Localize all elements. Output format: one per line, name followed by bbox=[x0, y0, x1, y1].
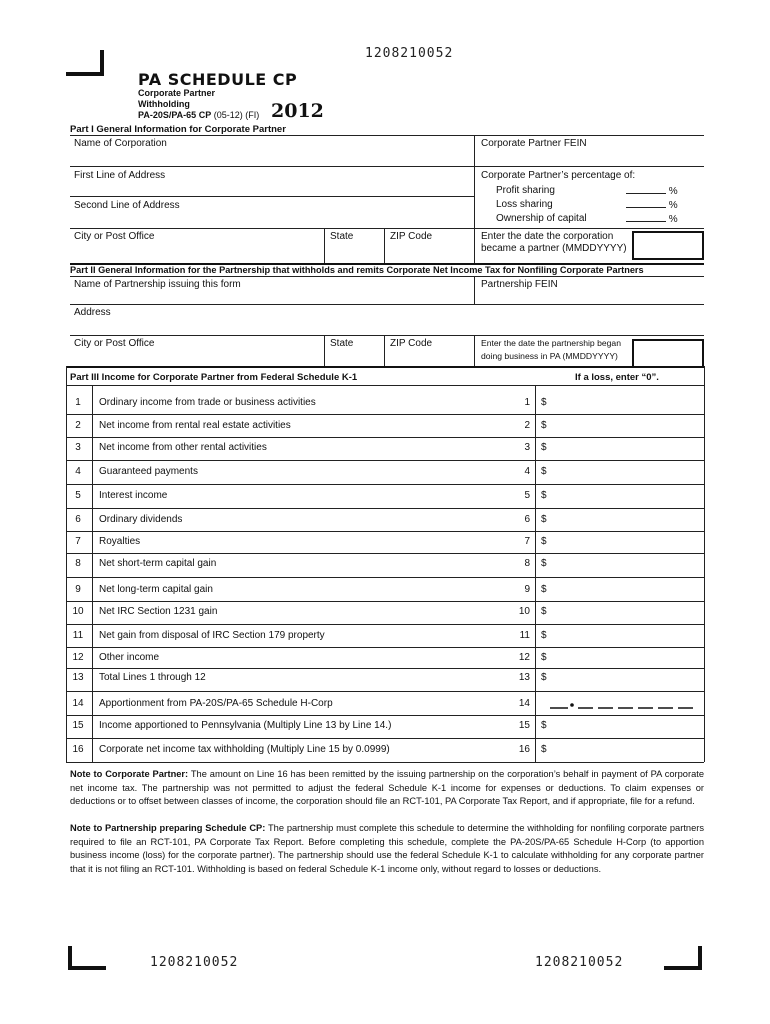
amount-input[interactable]: $ bbox=[541, 490, 547, 501]
amount-input[interactable]: $ bbox=[541, 630, 547, 641]
divider bbox=[70, 166, 704, 167]
line-number-right: 1 bbox=[524, 397, 530, 408]
line-number: 1 bbox=[75, 397, 81, 408]
line-number-right: 12 bbox=[518, 652, 530, 663]
divider bbox=[704, 366, 705, 762]
amount-input[interactable]: $ bbox=[541, 606, 547, 617]
form-year: 2012 bbox=[271, 100, 324, 122]
amount-input[interactable]: $ bbox=[541, 420, 547, 431]
partner-date-label-1: Enter the date the corporation bbox=[481, 231, 614, 242]
part3-heading: Part III Income for Corporate Partner from Federal Schedule K-1 bbox=[70, 372, 358, 383]
line-number-right: 9 bbox=[524, 584, 530, 595]
divider bbox=[66, 366, 704, 368]
line-description: Net long-term capital gain bbox=[99, 584, 213, 595]
line-number: 3 bbox=[75, 442, 81, 453]
divider bbox=[70, 276, 704, 277]
divider bbox=[66, 385, 704, 386]
divider bbox=[384, 335, 385, 367]
line-number-right: 4 bbox=[524, 466, 530, 477]
address-line1-field[interactable]: First Line of Address bbox=[74, 170, 166, 181]
line-description: Net gain from disposal of IRC Section 179 property bbox=[99, 630, 325, 641]
amount-input[interactable]: $ bbox=[541, 584, 547, 595]
loss-sharing-label: Loss sharing bbox=[496, 199, 553, 210]
partnership-city-field[interactable]: City or Post Office bbox=[74, 338, 155, 349]
line-number: 7 bbox=[75, 536, 81, 547]
note1-body: The amount on Line 16 has been remitted by the issuing partnership on the corporation’s behalf in payment of PA corporate net income tax. The partnership was not permitted to adjust the federal Schedule K-1 income for expenses or deductions. To claim expenses or deductions or to offset between classes of income, the corporation should file an RCT-101, PA Corporate Tax Report, and if appropriate, file for a refund. bbox=[70, 769, 704, 807]
line-number: 2 bbox=[75, 420, 81, 431]
line-number-right: 5 bbox=[524, 490, 530, 501]
divider bbox=[66, 531, 704, 532]
city-field[interactable]: City or Post Office bbox=[74, 231, 155, 242]
part1-heading: Part I General Information for Corporate Partner bbox=[70, 124, 286, 135]
amount-input[interactable]: $ bbox=[541, 558, 547, 569]
line-description: Net IRC Section 1231 gain bbox=[99, 606, 218, 617]
address-line2-field[interactable]: Second Line of Address bbox=[74, 200, 180, 211]
line-description: Net income from rental real estate activities bbox=[99, 420, 291, 431]
crop-mark-top-left bbox=[66, 50, 106, 76]
form-subtitle-2: Withholding bbox=[138, 99, 190, 109]
percent-sign: % bbox=[668, 200, 678, 211]
divider bbox=[70, 196, 474, 197]
amount-input[interactable]: $ bbox=[541, 536, 547, 547]
line-number-right: 16 bbox=[518, 744, 530, 755]
note1-heading: Note to Corporate Partner: bbox=[70, 769, 189, 779]
business-date-input[interactable] bbox=[632, 339, 704, 368]
note2-body: The partnership must complete this schedule to determine the withholding for nonfiling corporate partners required to file an RCT-101, PA Corporate Tax Report. Before completing this schedule, complete the PA-20S/PA-65 Schedule H-Corp (to apportion business income (loss) for the corporate partner). The partnership should use the federal Schedule K-1 to calculate withholding for any corporate partner that it is not filing an RCT-101. Withholding is based on federal Schedule K-1 income only, without regard to losses or deductions. bbox=[70, 823, 704, 874]
business-date-label-2: doing business in PA (MMDDYYYY) bbox=[481, 351, 618, 361]
line-number-right: 14 bbox=[518, 698, 530, 709]
corporate-fein-field[interactable]: Corporate Partner FEIN bbox=[481, 138, 587, 149]
partner-date-label-2: became a partner (MMDDYYYY) bbox=[481, 243, 627, 254]
percentage-heading: Corporate Partner’s percentage of: bbox=[481, 170, 636, 181]
divider bbox=[324, 228, 325, 264]
amount-input[interactable]: $ bbox=[541, 744, 547, 755]
zip-field[interactable]: ZIP Code bbox=[390, 231, 433, 242]
amount-input[interactable]: $ bbox=[541, 442, 547, 453]
line-description: Total Lines 1 through 12 bbox=[99, 672, 206, 683]
line-description: Ordinary dividends bbox=[99, 514, 183, 525]
line-description: Ordinary income from trade or business activities bbox=[99, 397, 316, 408]
divider bbox=[66, 508, 704, 509]
divider bbox=[474, 276, 475, 304]
line-number: 11 bbox=[72, 630, 84, 641]
line-number: 8 bbox=[75, 558, 81, 569]
divider bbox=[70, 228, 704, 229]
amount-input[interactable]: $ bbox=[541, 652, 547, 663]
line-description: Net short-term capital gain bbox=[99, 558, 217, 569]
apportionment-input[interactable] bbox=[550, 699, 700, 711]
divider bbox=[66, 577, 704, 578]
divider bbox=[66, 762, 704, 763]
line-number: 13 bbox=[72, 672, 84, 683]
line-number: 10 bbox=[72, 606, 84, 617]
divider bbox=[474, 335, 475, 367]
divider bbox=[384, 228, 385, 264]
divider bbox=[70, 135, 704, 136]
line-number: 4 bbox=[75, 466, 81, 477]
form-id bbox=[138, 110, 259, 120]
line-description: Corporate net income tax withholding (Multiply Line 15 by 0.0999) bbox=[99, 744, 390, 755]
line-description: Apportionment from PA-20S/PA-65 Schedule H-Corp bbox=[99, 698, 333, 709]
note2-heading: Note to Partnership preparing Schedule CP: bbox=[70, 823, 266, 833]
form-revision: (05-12) (FI) bbox=[213, 110, 260, 120]
line-number-right: 15 bbox=[518, 720, 530, 731]
amount-input[interactable]: $ bbox=[541, 466, 547, 477]
state-field[interactable]: State bbox=[330, 231, 354, 242]
divider bbox=[66, 738, 704, 739]
line-description: Income apportioned to Pennsylvania (Multiply Line 13 by Line 14.) bbox=[99, 720, 392, 731]
divider bbox=[66, 460, 704, 461]
divider bbox=[66, 668, 704, 669]
partner-date-input[interactable] bbox=[632, 231, 704, 260]
divider bbox=[535, 386, 536, 762]
divider bbox=[66, 691, 704, 692]
partnership-name-field[interactable]: Name of Partnership issuing this form bbox=[74, 279, 241, 290]
note-corporate-partner bbox=[70, 768, 704, 809]
line-description: Royalties bbox=[99, 536, 141, 547]
partnership-zip-field[interactable]: ZIP Code bbox=[390, 338, 433, 349]
line-number: 5 bbox=[75, 490, 81, 501]
ocr-code-top: 1208210052 bbox=[365, 46, 454, 61]
line-description: Other income bbox=[99, 652, 160, 663]
line-number-right: 10 bbox=[518, 606, 530, 617]
line-description: Net income from other rental activities bbox=[99, 442, 267, 453]
profit-sharing-input[interactable] bbox=[626, 185, 678, 197]
line-number: 15 bbox=[72, 720, 84, 731]
part2-heading: Part II General Information for the Partnership that withholds and remits Corporate Net Income Tax for Nonfiling Corporate Partners bbox=[70, 265, 644, 275]
percent-sign: % bbox=[668, 186, 678, 197]
form-title: PA SCHEDULE CP bbox=[138, 70, 298, 89]
amount-input[interactable]: $ bbox=[541, 672, 547, 683]
divider bbox=[66, 414, 704, 415]
business-date-label-1: Enter the date the partnership began bbox=[481, 338, 621, 348]
form-subtitle-1: Corporate Partner bbox=[138, 88, 216, 98]
form-id-code: PA-20S/PA-65 CP bbox=[138, 110, 212, 120]
divider bbox=[70, 335, 704, 336]
divider bbox=[66, 366, 67, 762]
profit-sharing-label: Profit sharing bbox=[496, 185, 555, 196]
divider bbox=[66, 484, 704, 485]
divider bbox=[324, 335, 325, 367]
capital-ownership-label: Ownership of capital bbox=[496, 213, 587, 224]
divider bbox=[66, 437, 704, 438]
line-number: 14 bbox=[72, 698, 84, 709]
divider bbox=[70, 304, 704, 305]
divider bbox=[66, 624, 704, 625]
ocr-code-bottom-right: 1208210052 bbox=[535, 955, 624, 970]
line-number-right: 8 bbox=[524, 558, 530, 569]
line-number-right: 6 bbox=[524, 514, 530, 525]
line-number-right: 2 bbox=[524, 420, 530, 431]
divider bbox=[66, 601, 704, 602]
line-number: 12 bbox=[72, 652, 84, 663]
divider bbox=[92, 386, 93, 762]
percent-sign: % bbox=[668, 214, 678, 225]
line-number-right: 11 bbox=[519, 630, 530, 641]
ocr-code-bottom-left: 1208210052 bbox=[150, 955, 239, 970]
line-description: Guaranteed payments bbox=[99, 466, 198, 477]
partnership-fein-field[interactable]: Partnership FEIN bbox=[481, 279, 558, 290]
line-description: Interest income bbox=[99, 490, 168, 501]
crop-mark-bottom-left bbox=[66, 946, 106, 972]
loss-sharing-input[interactable] bbox=[626, 199, 678, 211]
partnership-address-field[interactable]: Address bbox=[74, 307, 111, 318]
amount-input[interactable]: $ bbox=[541, 720, 547, 731]
line-number: 6 bbox=[75, 514, 81, 525]
capital-ownership-input[interactable] bbox=[626, 213, 678, 225]
line-number-right: 3 bbox=[524, 442, 530, 453]
divider bbox=[66, 553, 704, 554]
divider bbox=[66, 715, 704, 716]
divider bbox=[474, 135, 475, 264]
line-number: 9 bbox=[75, 584, 81, 595]
note-partnership bbox=[70, 822, 704, 876]
amount-input[interactable]: $ bbox=[541, 397, 547, 408]
line-number-right: 7 bbox=[524, 536, 530, 547]
crop-mark-bottom-right bbox=[664, 946, 704, 972]
loss-note: If a loss, enter “0”. bbox=[575, 372, 659, 383]
line-number: 16 bbox=[72, 744, 84, 755]
amount-input[interactable]: $ bbox=[541, 514, 547, 525]
partnership-state-field[interactable]: State bbox=[330, 338, 354, 349]
line-number-right: 13 bbox=[518, 672, 530, 683]
corporation-name-field[interactable]: Name of Corporation bbox=[74, 138, 167, 149]
divider bbox=[66, 647, 704, 648]
